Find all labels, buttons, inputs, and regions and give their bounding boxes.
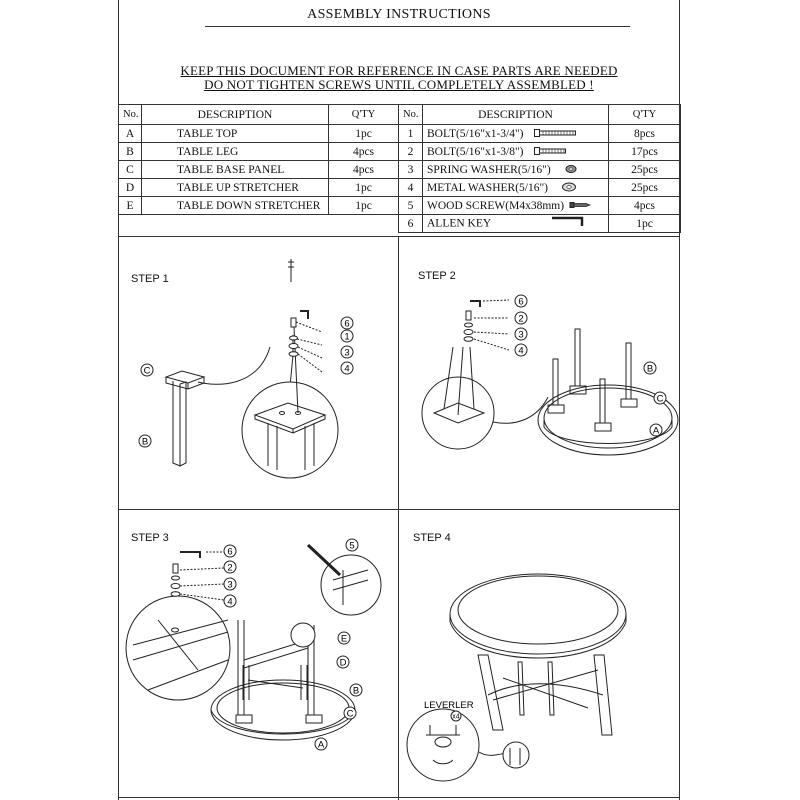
hardware-no: 2: [399, 143, 423, 161]
header-description: DESCRIPTION: [423, 105, 609, 125]
step-3-label: STEP 3: [131, 532, 169, 544]
callout-A: A: [652, 425, 660, 437]
part-qty: 1pc: [329, 179, 399, 197]
hardware-description: METAL WASHER(5/16"): [427, 181, 549, 194]
callout-3: 3: [227, 579, 233, 591]
callout-B: B: [141, 436, 149, 448]
callout-E: E: [340, 633, 348, 645]
hardware-cell: [423, 143, 609, 161]
empty-cell: [142, 215, 329, 233]
step-2-label: STEP 2: [418, 270, 456, 282]
step-2-diagram: [398, 237, 680, 509]
header-qty: Q'TY: [329, 105, 399, 125]
part-no: B: [119, 143, 142, 161]
step-1-diagram: [118, 237, 398, 509]
header-no: No.: [119, 105, 142, 125]
callout-2: 2: [518, 313, 524, 325]
callout-6: 6: [344, 318, 350, 330]
hardware-description: BOLT(5/16"x1-3/8"): [427, 145, 524, 158]
part-description: TABLE TOP: [142, 125, 329, 143]
callout-A: A: [317, 739, 325, 751]
callout-6: 6: [518, 296, 524, 308]
hardware-no: 5: [399, 197, 423, 215]
table-row: [119, 143, 681, 161]
title-divider: [205, 26, 630, 27]
header-qty: Q'TY: [609, 105, 681, 125]
hardware-cell: [423, 179, 609, 197]
part-description: TABLE BASE PANEL: [142, 161, 329, 179]
part-qty: 1pc: [329, 125, 399, 143]
part-no: C: [119, 161, 142, 179]
part-description: TABLE DOWN STRETCHER: [142, 197, 329, 215]
step-4-label: STEP 4: [413, 532, 451, 544]
parts-table: [118, 104, 681, 233]
part-qty: 4pcs: [329, 143, 399, 161]
table-row: [119, 161, 681, 179]
callout-C: C: [143, 365, 151, 377]
short-bolt-icon: [534, 146, 568, 156]
hardware-cell: [423, 197, 609, 215]
warning-line-1: KEEP THIS DOCUMENT FOR REFERENCE IN CASE PARTS ARE NEEDED: [180, 63, 618, 78]
header-no: No.: [399, 105, 423, 125]
hardware-description: BOLT(5/16"x1-3/4"): [427, 127, 524, 140]
callout-2: 2: [227, 562, 233, 574]
hardware-cell: [423, 215, 609, 233]
warning-line-2: DO NOT TIGHTEN SCREWS UNTIL COMPLETELY ASSEMBLED !: [204, 77, 594, 92]
callout-C: C: [346, 708, 354, 720]
hardware-qty: 25pcs: [609, 179, 681, 197]
hardware-description: SPRING WASHER(5/16"): [427, 163, 551, 176]
empty-cell: [329, 215, 399, 233]
allen-key-icon: [550, 216, 586, 230]
long-bolt-icon: [534, 128, 578, 138]
callout-4: 4: [344, 363, 350, 375]
hardware-no: 6: [399, 215, 423, 233]
hardware-qty: 17pcs: [609, 143, 681, 161]
page-title: ASSEMBLY INSTRUCTIONS: [307, 7, 491, 22]
callout-5: 5: [349, 540, 355, 552]
header-description: DESCRIPTION: [142, 105, 329, 125]
callout-3: 3: [518, 329, 524, 341]
part-description: TABLE UP STRETCHER: [142, 179, 329, 197]
part-description: TABLE LEG: [142, 143, 329, 161]
callout-6: 6: [227, 546, 233, 558]
callout-4: 4: [227, 596, 233, 608]
part-no: A: [119, 125, 142, 143]
hardware-qty: 1pc: [609, 215, 681, 233]
hardware-no: 1: [399, 125, 423, 143]
table-row: [119, 215, 681, 233]
table-row: [119, 179, 681, 197]
part-no: E: [119, 197, 142, 215]
parts-table-header: [119, 105, 681, 125]
hardware-qty: 8pcs: [609, 125, 681, 143]
callout-4: 4: [518, 345, 524, 357]
hardware-no: 3: [399, 161, 423, 179]
wood-screw-icon: [569, 200, 591, 210]
table-row: [119, 125, 681, 143]
hardware-qty: 25pcs: [609, 161, 681, 179]
leverler-label: LEVERLER: [424, 700, 474, 711]
hardware-description: ALLEN KEY: [427, 217, 491, 230]
part-qty: 4pcs: [329, 161, 399, 179]
part-no: D: [119, 179, 142, 197]
hardware-qty: 4pcs: [609, 197, 681, 215]
hardware-cell: [423, 125, 609, 143]
callout-B: B: [646, 363, 654, 375]
callout-D: D: [339, 657, 347, 669]
spring-washer-icon: [564, 164, 578, 174]
metal-washer-icon: [561, 182, 577, 192]
step-4-diagram: [398, 510, 680, 797]
step-1-label: STEP 1: [131, 273, 169, 285]
hardware-description: WOOD SCREW(M4x38mm): [427, 199, 565, 212]
part-qty: 1pc: [329, 197, 399, 215]
page-bottom-rule: [118, 797, 680, 798]
step-3-diagram: [118, 510, 398, 797]
empty-cell: [119, 215, 142, 233]
hardware-cell: [423, 161, 609, 179]
callout-3: 3: [344, 347, 350, 359]
leverler-count-badge: x4: [452, 713, 460, 721]
table-row: [119, 197, 681, 215]
callout-1: 1: [344, 331, 350, 343]
callout-C: C: [656, 393, 664, 405]
callout-B: B: [352, 685, 360, 697]
hardware-no: 4: [399, 179, 423, 197]
